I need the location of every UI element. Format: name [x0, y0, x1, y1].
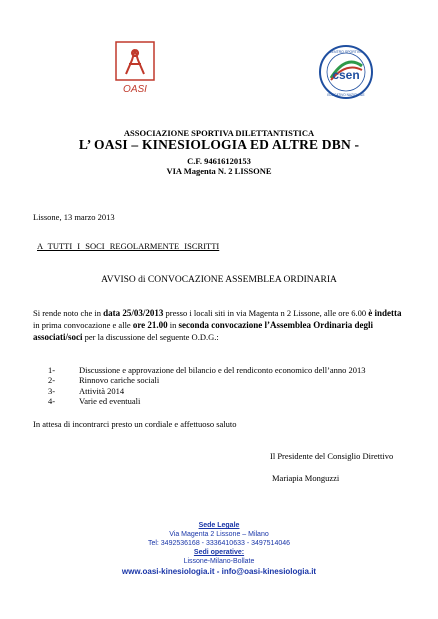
- item-number: 4-: [48, 395, 56, 406]
- footer-phones: Tel: 3492536168 - 3336410633 - 3497514046: [147, 540, 291, 547]
- recipients: A TUTTI I SOCI REGOLARMENTE ISCRITTI: [37, 241, 220, 251]
- footer-sedi: Lissone-Milano-Bollate: [183, 558, 255, 565]
- svg-text:EDUCATIVO NAZIONALE: EDUCATIVO NAZIONALE: [327, 93, 365, 97]
- csen-logo: [318, 44, 374, 100]
- footer-sede-label: Sede Legale: [198, 522, 240, 529]
- president-title: Il Presidente del Consiglio Direttivo: [270, 451, 394, 461]
- svg-text:CENTRO SPORTIVO: CENTRO SPORTIVO: [329, 50, 363, 54]
- item-number: 2-: [48, 375, 56, 386]
- fiscal-code: C.F. 94616120153: [187, 156, 251, 166]
- item-number: 3-: [48, 385, 56, 396]
- footer-sedi-label: Sedi operative:: [193, 549, 245, 556]
- oasi-logo: [110, 40, 160, 95]
- association-type: ASSOCIAZIONE SPORTIVA DILETTANTISTICA: [123, 128, 315, 138]
- body-text: in prima convocazione e alle: [33, 320, 133, 330]
- svg-text:csen: csen: [332, 68, 360, 82]
- item-number: 1-: [48, 365, 56, 375]
- association-name: L’ OASI – KINESIOLOGIA ED ALTRE DBN -: [78, 137, 360, 152]
- item-text: Rinnovo cariche sociali: [79, 375, 160, 386]
- body-bold: seconda convocazione l’Assemblea Ordinaria degli associati/soci: [33, 320, 374, 342]
- list-item: [48, 375, 366, 385]
- body-text: per la discussione del seguente O.D.G.:: [82, 332, 219, 342]
- body-bold: è indetta: [368, 308, 402, 318]
- item-text: Discussione e approvazione del bilancio e del rendiconto economico dell’anno 2013: [79, 365, 366, 375]
- meeting-date: data 25/03/2013: [103, 308, 164, 318]
- signature-name: Mariapia Monguzzi: [272, 473, 340, 483]
- body-text: presso i locali siti in via Magenta n 2 Lissone, alle ore 6.00: [163, 308, 369, 318]
- list-item: [48, 396, 366, 406]
- item-text: Varie ed eventuali: [79, 395, 141, 406]
- item-text: Attività 2014: [79, 385, 125, 396]
- footer-web-link[interactable]: www.oasi-kinesiologia.it - info@oasi-kinesiologia.it: [121, 567, 317, 576]
- svg-text:OASI: OASI: [123, 84, 147, 95]
- header-address: VIA Magenta N. 2 LISSONE: [166, 166, 272, 176]
- list-item: [48, 365, 366, 375]
- notice-body: [33, 307, 408, 343]
- body-text: in: [167, 320, 179, 330]
- meeting-time: ore 21.00: [132, 320, 168, 330]
- closing-line: In attesa di incontrarci presto un cordiale e affettuoso saluto: [33, 419, 237, 429]
- agenda-list: [48, 365, 366, 406]
- notice-title: AVVISO di CONVOCAZIONE ASSEMBLEA ORDINARIA: [101, 275, 337, 285]
- letter-date: Lissone, 13 marzo 2013: [33, 212, 115, 222]
- list-item: [48, 386, 366, 396]
- body-text: Si rende noto che in: [33, 308, 104, 318]
- footer-address: Via Magenta 2 Lissone – Milano: [169, 531, 269, 538]
